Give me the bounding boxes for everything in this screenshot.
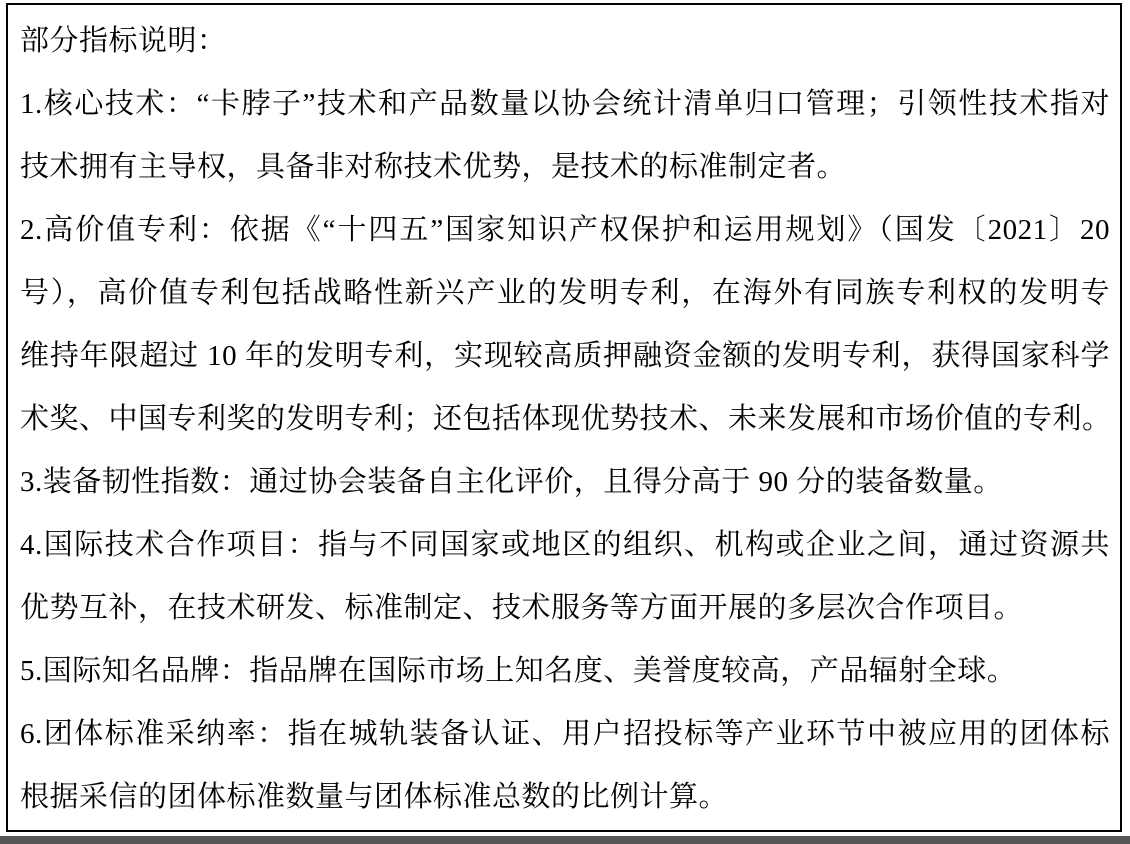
note-line: 术奖、中国专利奖的发明专利；还包括体现优势技术、未来发展和市场价值的专利。 (20, 403, 1112, 435)
note-paragraph (20, 199, 1110, 451)
note-line: 5.国际知名品牌：指品牌在国际市场上知名度、美誉度较高，产品辐射全球。 (20, 655, 1017, 687)
note-paragraph (20, 703, 1110, 829)
note-paragraph (20, 73, 1110, 199)
indicator-notes-list (20, 73, 1110, 829)
page-bottom-edge-bar (0, 836, 1130, 844)
note-line: 2.高价值专利：依据《“十四五”国家知识产权保护和运用规划》（国发〔2021〕20 (20, 214, 1110, 246)
note-paragraph (20, 514, 1110, 640)
note-line: 根据采信的团体标准数量与团体标准总数的比例计算。 (20, 781, 729, 813)
note-line: 6.团体标准采纳率：指在城轨装备认证、用户招投标等产业环节中被应用的团体标 (20, 718, 1110, 750)
note-line: 维持年限超过 10 年的发明专利，实现较高质押融资金额的发明专利，获得国家科学 (20, 340, 1110, 372)
note-paragraph (20, 640, 1110, 703)
note-line: 1.核心技术：“卡脖子”技术和产品数量以协会统计清单归口管理；引领性技术指对 (20, 88, 1110, 120)
document-heading: 部分指标说明： (20, 25, 227, 57)
note-line: 号），高价值专利包括战略性新兴产业的发明专利，在海外有同族专利权的发明专 (20, 277, 1110, 309)
note-line: 3.装备韧性指数：通过协会装备自主化评价，且得分高于 90 分的装备数量。 (20, 466, 1003, 498)
note-line: 4.国际技术合作项目：指与不同国家或地区的组织、机构或企业之间，通过资源共 (20, 529, 1110, 561)
document-page-frame (6, 3, 1122, 832)
note-line: 技术拥有主导权，具备非对称技术优势，是技术的标准制定者。 (20, 151, 847, 183)
note-line: 优势互补，在技术研发、标准制定、技术服务等方面开展的多层次合作项目。 (20, 592, 1024, 624)
note-paragraph (20, 451, 1110, 514)
